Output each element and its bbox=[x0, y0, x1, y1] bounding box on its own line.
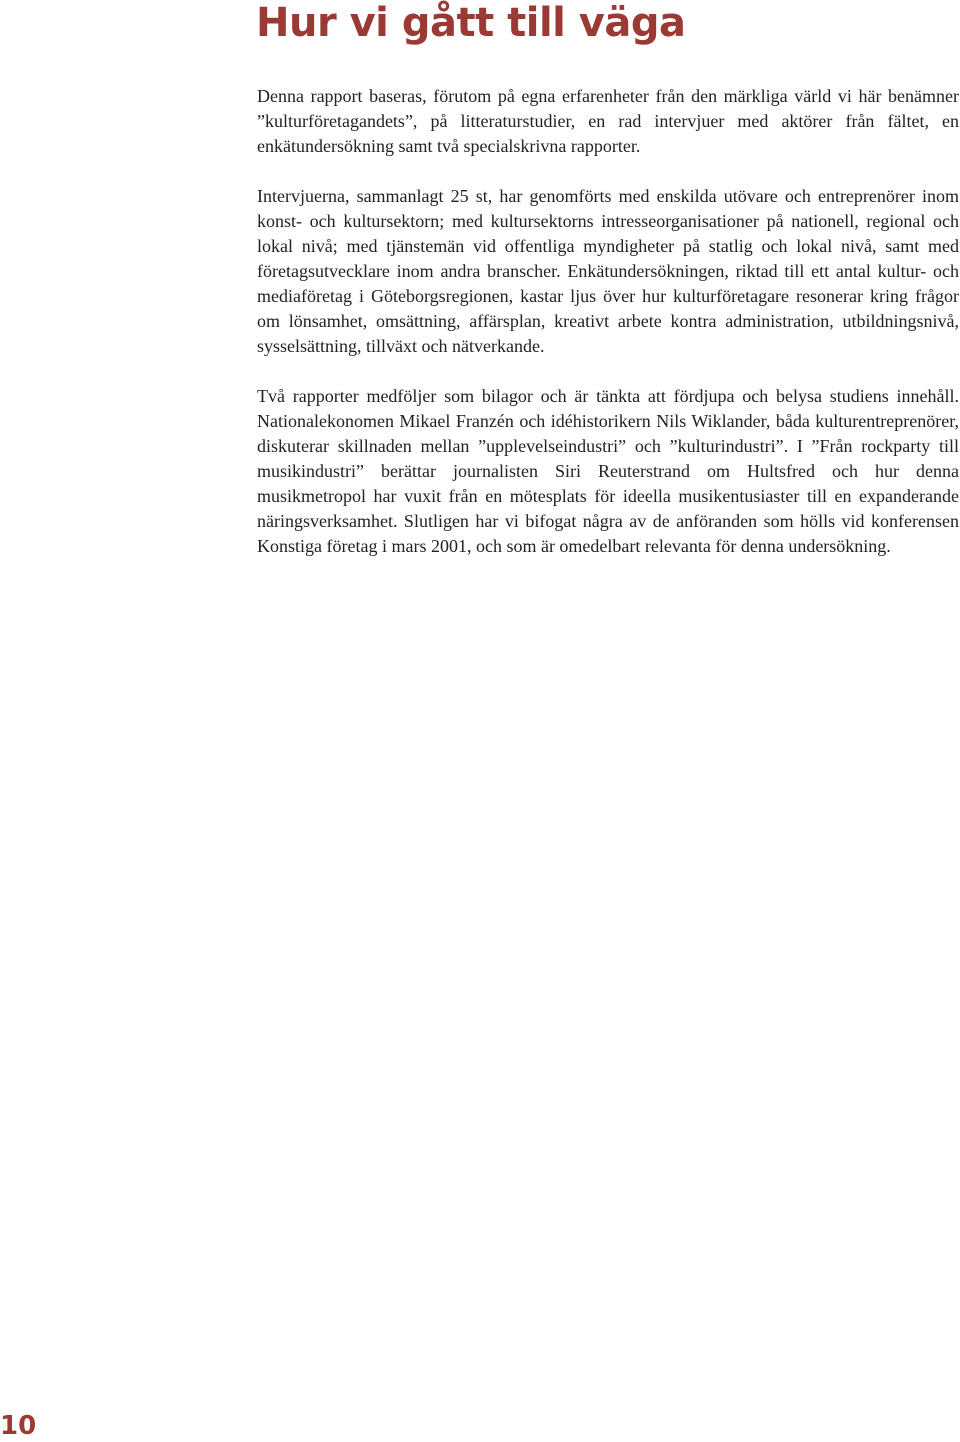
page-title: Hur vi gått till väga bbox=[256, 0, 686, 46]
paragraph-intro: Denna rapport baseras, förutom på egna erfarenheter från den märkliga värld vi här benämner ”kulturföretagandets”, på litteraturstudier, en rad intervjuer med aktörer från fältet, en enkätundersökning samt två specialskrivna rapporter. bbox=[257, 86, 959, 156]
paragraph-reports: Två rapporter medföljer som bilagor och är tänkta att fördjupa och belysa studiens innehåll. Nationalekonomen Mikael Franzén och idéhistorikern Nils Wiklander, båda kulturentreprenörer, diskuterar skillnaden mellan ”upplevelseindustri” och ”kulturindustri”. I ”Från rockparty till musikindustri” berättar journalisten Siri Reuterstrand om Hultsfred och hur denna musikmetropol har vuxit från en mötesplats för ideella musikentusiaster till en expanderande näringsverksamhet. Slutligen har vi bifogat några av de anföranden som hölls vid konferensen Konstiga företag i mars 2001, och som är omedelbart relevanta för denna undersökning. bbox=[257, 386, 959, 556]
body-text bbox=[257, 84, 959, 584]
page-number: 10 bbox=[0, 1411, 37, 1441]
paragraph-interviews: Intervjuerna, sammanlagt 25 st, har genomförts med enskilda utövare och entreprenörer inom konst- och kultursektorn; med kultursektorns intresseorganisationer på nationell, regional och lokal nivå; med tjänstemän vid offentliga myndigheter på statlig och lokal nivå, samt med företagsutvecklare inom andra branscher. Enkätundersökningen, riktad till ett antal kultur- och mediaföretag i Göteborgsregionen, kastar ljus över hur kulturföretagare resonerar kring frågor om lönsamhet, omsättning, affärsplan, kreativt arbete kontra administration, utbildningsnivå, sysselsättning, tillväxt och nätverkande. bbox=[257, 186, 959, 356]
